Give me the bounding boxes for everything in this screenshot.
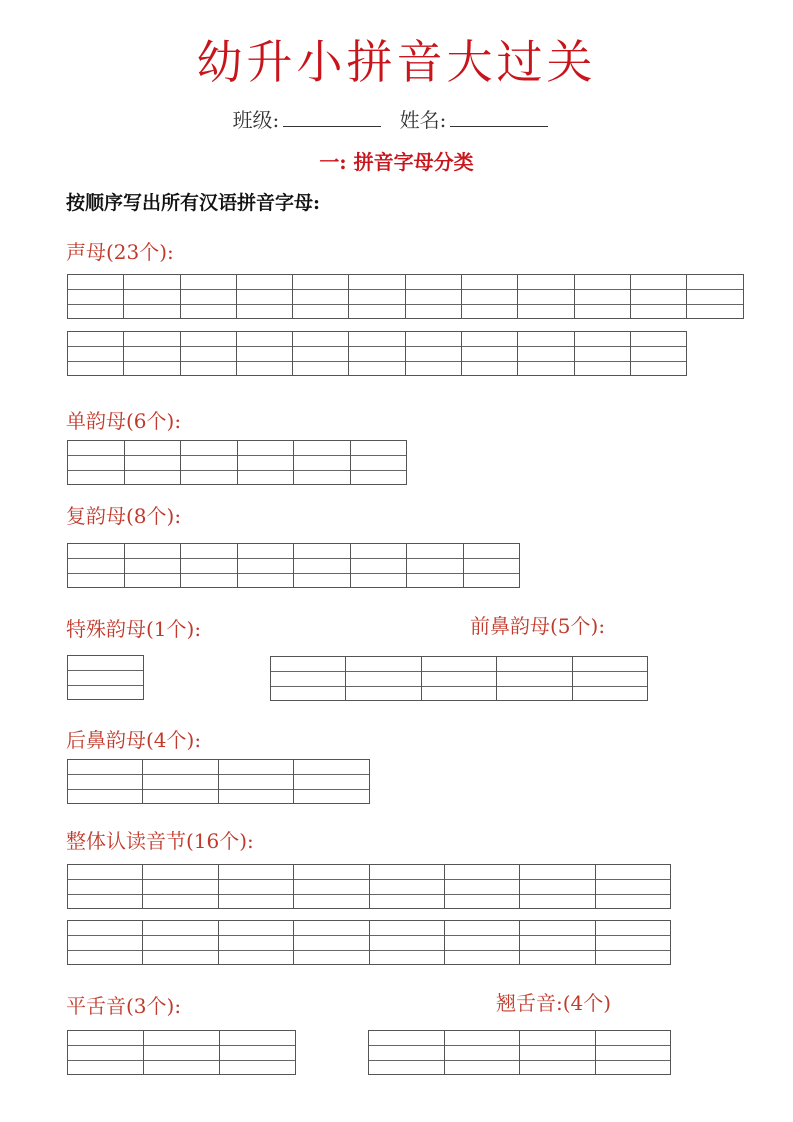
writing-cell[interactable] bbox=[220, 1030, 296, 1075]
writing-cell[interactable] bbox=[294, 864, 369, 909]
writing-cell[interactable] bbox=[407, 543, 464, 588]
writing-cell[interactable] bbox=[124, 274, 180, 319]
writing-cell[interactable] bbox=[293, 274, 349, 319]
name-blank-line[interactable] bbox=[450, 108, 548, 127]
back-nasal-grid[interactable] bbox=[67, 759, 370, 804]
writing-cell[interactable] bbox=[68, 1030, 144, 1075]
writing-cell[interactable] bbox=[238, 543, 295, 588]
writing-cell[interactable] bbox=[422, 656, 497, 701]
writing-cell[interactable] bbox=[143, 920, 218, 965]
initials-label: 声母(23个): bbox=[66, 240, 174, 264]
writing-cell[interactable] bbox=[181, 543, 238, 588]
writing-cell[interactable] bbox=[518, 274, 574, 319]
writing-cell[interactable] bbox=[68, 331, 124, 376]
writing-cell[interactable] bbox=[369, 1030, 445, 1075]
flat-tongue-grid[interactable] bbox=[67, 1030, 296, 1075]
writing-cell[interactable] bbox=[294, 759, 369, 804]
writing-cell[interactable] bbox=[349, 331, 405, 376]
writing-cell[interactable] bbox=[68, 440, 125, 485]
writing-cell[interactable] bbox=[596, 920, 671, 965]
writing-cell[interactable] bbox=[294, 440, 351, 485]
writing-cell[interactable] bbox=[181, 331, 237, 376]
writing-cell[interactable] bbox=[573, 656, 648, 701]
writing-cell[interactable] bbox=[219, 920, 294, 965]
writing-cell[interactable] bbox=[520, 920, 595, 965]
writing-cell[interactable] bbox=[520, 1030, 596, 1075]
section-title: 一: 拼音字母分类 bbox=[319, 150, 474, 174]
front-nasal-grid[interactable] bbox=[270, 656, 648, 701]
writing-cell[interactable] bbox=[143, 759, 218, 804]
writing-cell[interactable] bbox=[596, 1030, 672, 1075]
compound-finals-label: 复韵母(8个): bbox=[66, 504, 182, 528]
retroflex-grid[interactable] bbox=[368, 1030, 671, 1075]
compound-finals-grid[interactable] bbox=[67, 543, 520, 588]
front-nasal-label: 前鼻韵母(5个): bbox=[470, 614, 606, 638]
writing-cell[interactable] bbox=[68, 655, 144, 700]
writing-cell[interactable] bbox=[181, 274, 237, 319]
name-label: 姓名: bbox=[399, 108, 447, 132]
back-nasal-label: 后鼻韵母(4个): bbox=[66, 728, 202, 752]
writing-cell[interactable] bbox=[445, 920, 520, 965]
writing-cell[interactable] bbox=[237, 274, 293, 319]
whole-syllables-label: 整体认读音节(16个): bbox=[66, 829, 254, 853]
retroflex-label: 翘舌音:(4个) bbox=[496, 991, 612, 1015]
writing-cell[interactable] bbox=[406, 331, 462, 376]
class-blank-line[interactable] bbox=[283, 108, 381, 127]
writing-cell[interactable] bbox=[271, 656, 346, 701]
writing-cell[interactable] bbox=[68, 920, 143, 965]
writing-cell[interactable] bbox=[406, 274, 462, 319]
writing-cell[interactable] bbox=[351, 543, 408, 588]
writing-cell[interactable] bbox=[346, 656, 421, 701]
initials-grid-row-1[interactable] bbox=[67, 274, 744, 319]
writing-cell[interactable] bbox=[445, 864, 520, 909]
writing-cell[interactable] bbox=[497, 656, 572, 701]
writing-cell[interactable] bbox=[143, 864, 218, 909]
writing-cell[interactable] bbox=[520, 864, 595, 909]
writing-cell[interactable] bbox=[370, 864, 445, 909]
writing-cell[interactable] bbox=[219, 864, 294, 909]
writing-cell[interactable] bbox=[349, 274, 405, 319]
special-final-label: 特殊韵母(1个): bbox=[66, 617, 202, 641]
instruction-text: 按顺序写出所有汉语拼音字母: bbox=[66, 192, 321, 214]
writing-cell[interactable] bbox=[351, 440, 408, 485]
writing-cell[interactable] bbox=[575, 274, 631, 319]
writing-cell[interactable] bbox=[631, 274, 687, 319]
writing-cell[interactable] bbox=[631, 331, 687, 376]
writing-cell[interactable] bbox=[125, 440, 182, 485]
writing-cell[interactable] bbox=[370, 920, 445, 965]
writing-cell[interactable] bbox=[68, 274, 124, 319]
writing-cell[interactable] bbox=[462, 274, 518, 319]
writing-cell[interactable] bbox=[464, 543, 521, 588]
special-final-grid[interactable] bbox=[67, 655, 144, 700]
writing-cell[interactable] bbox=[596, 864, 671, 909]
writing-cell[interactable] bbox=[237, 331, 293, 376]
student-info bbox=[0, 104, 793, 133]
class-label: 班级: bbox=[232, 108, 280, 132]
writing-cell[interactable] bbox=[144, 1030, 220, 1075]
writing-cell[interactable] bbox=[445, 1030, 521, 1075]
simple-finals-grid[interactable] bbox=[67, 440, 407, 485]
writing-cell[interactable] bbox=[294, 543, 351, 588]
writing-cell[interactable] bbox=[219, 759, 294, 804]
writing-cell[interactable] bbox=[68, 543, 125, 588]
writing-cell[interactable] bbox=[68, 864, 143, 909]
writing-cell[interactable] bbox=[518, 331, 574, 376]
initials-grid-row-2[interactable] bbox=[67, 331, 687, 376]
writing-cell[interactable] bbox=[687, 274, 743, 319]
writing-cell[interactable] bbox=[293, 331, 349, 376]
writing-cell[interactable] bbox=[68, 759, 143, 804]
whole-syllables-grid-row-1[interactable] bbox=[67, 864, 671, 909]
simple-finals-label: 单韵母(6个): bbox=[66, 409, 182, 433]
writing-cell[interactable] bbox=[294, 920, 369, 965]
flat-tongue-label: 平舌音(3个): bbox=[66, 994, 182, 1018]
writing-cell[interactable] bbox=[575, 331, 631, 376]
writing-cell[interactable] bbox=[462, 331, 518, 376]
whole-syllables-grid-row-2[interactable] bbox=[67, 920, 671, 965]
writing-cell[interactable] bbox=[124, 331, 180, 376]
page-title: 幼升小拼音大过关 bbox=[196, 35, 597, 89]
writing-cell[interactable] bbox=[238, 440, 295, 485]
writing-cell[interactable] bbox=[181, 440, 238, 485]
writing-cell[interactable] bbox=[125, 543, 182, 588]
